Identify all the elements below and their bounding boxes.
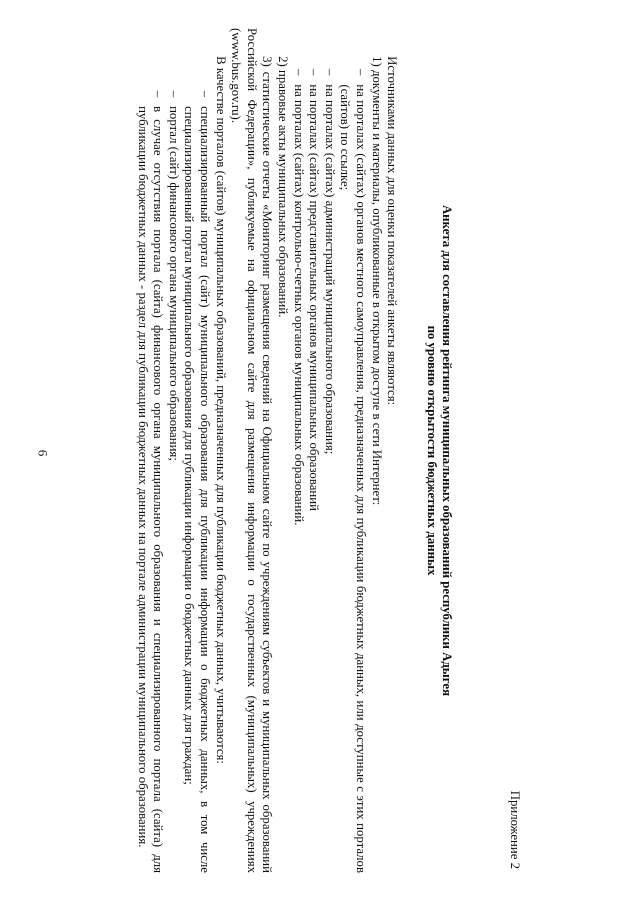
item-2: 2) правовые акты муниципальных образований.: [276, 56, 291, 318]
appendix-label: Приложение 2: [508, 790, 522, 869]
list-item: – на порталах (сайтах) органов местного самоуправления, предназначенных для публикации бюджетных данных, или доступные с этих порталов (сайтов) по ссылке;: [337, 28, 368, 873]
document-title-line-1: Анкета для составления рейтинга муниципальных образований республики Адыгея: [440, 204, 455, 697]
page-number: 6: [35, 449, 51, 457]
portals-list: [134, 28, 212, 873]
item-3: 3) статистические отчеты «Мониторинг размещения сведений на Официальном сайте по учреждениям субъектов и муниципальных образований Российской Федерации», публикуемые на официальном сайте для размещения информации о государственных (муниципальных) учреждениях (www.bus.gov.ru).: [229, 28, 275, 873]
list-item: – на порталах (сайтах) контрольно-счетных органов муниципальных образований.: [290, 28, 306, 873]
list-item: – в случае отсутствия портала (сайта) финансового органа муниципального образования и специализированного портала (сайта) для публикации бюджетных данных - раздел для публикации бюджетных данных на портале администрации муниципального образования.: [134, 28, 165, 873]
intro-paragraph: Источниками данных для оценки показателей анкеты являются:: [385, 56, 400, 406]
item-1: 1) документы и материалы, опубликованные в открытом доступе в сети Интернет:: [369, 56, 384, 506]
item-1-sublist: [290, 28, 368, 873]
document-title-line-2: по уровню открытости бюджетных данных: [424, 325, 439, 576]
list-item: – портал (сайт) финансового органа муниципального образования;: [165, 28, 181, 873]
list-item: – на порталах (сайтах) представительных органов муниципальных образований: [306, 28, 322, 873]
rotated-document-body: [52, 28, 522, 873]
list-item: – специализированный портал (сайт) муниципального образования для публикации информации о бюджетных данных, в том числе специализированный портал муниципального образования для публикации информации о бюджетных данных для граждан;: [181, 28, 212, 873]
list-item: – на порталах (сайтах) администраций муниципального образования;: [321, 28, 337, 873]
portals-intro: В качестве порталов (сайтов) муниципальных образований, предназначенных для публикации бюджетных данных, учитываются:: [213, 56, 228, 764]
